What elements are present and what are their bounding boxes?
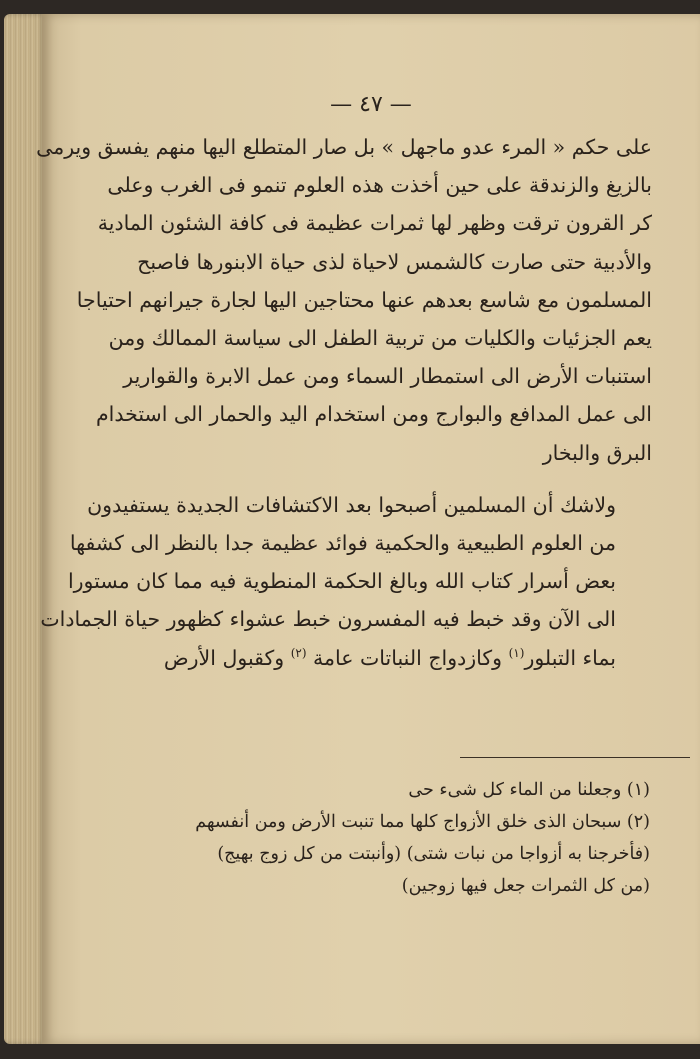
footnote-line: (٢) سبحان الذى خلق الأزواج كلها مما تنبت الأرض ومن أنفسهم xyxy=(195,812,650,832)
footnote-ref-1: (١) xyxy=(508,645,525,660)
footnote-line: (فأخرجنا به أزواجا من نبات شتى) (وأنبتت من كل زوج بهيج) xyxy=(217,844,650,864)
paragraph-2 xyxy=(40,486,652,677)
text-line: ولاشك أن المسلمين أصبحوا بعد الاكتشافات الجديدة يستفيدون xyxy=(87,492,616,517)
page-number: — ٤٧ — xyxy=(330,92,412,117)
text-fragment: بماء التبلور xyxy=(524,645,616,670)
text-line: يعم الجزئيات والكليات من تربية الطفل الى سياسة الممالك ومن xyxy=(108,326,652,351)
text-fragment: وكازدواج النباتات عامة xyxy=(306,645,509,670)
text-line: بعض أسرار كتاب الله وبالغ الحكمة المنطوية فيه مما كان مستورا xyxy=(67,569,616,594)
footnote-line: (من كل الثمرات جعل فيها زوجين) xyxy=(401,876,650,896)
footnotes xyxy=(150,774,650,902)
text-line: من العلوم الطبيعية والحكمية فوائد عظيمة جدا بالنظر الى كشفها xyxy=(69,531,616,556)
text-line: المسلمون مع شاسع بعدهم عنها محتاجين اليها لجارة جيرانهم احتياجا xyxy=(76,287,652,312)
paragraph-1 xyxy=(36,128,652,472)
text-fragment: وكقبول الأرض xyxy=(163,645,291,670)
text-line: الى الآن وقد خبط فيه المفسرون خبط عشواء كظهور حياة الجمادات xyxy=(40,607,616,632)
text-line: استنبات الأرض الى استمطار السماء ومن عمل الابرة والقوارير xyxy=(123,364,652,389)
footnote-line: (١) وجعلنا من الماء كل شىء حى xyxy=(408,780,650,800)
text-line: كر القرون ترقت وظهر لها ثمرات عظيمة فى كافة الشئون المادية xyxy=(97,211,652,236)
book-page-edges xyxy=(4,14,46,1044)
main-text xyxy=(36,128,652,677)
text-line: البرق والبخار xyxy=(542,440,652,465)
text-line: على حكم « المرء عدو ماجهل » بل صار المتطلع اليها منهم يفسق ويرمى xyxy=(36,135,652,159)
text-line xyxy=(134,639,652,677)
footnote-ref-2: (٢) xyxy=(290,645,307,660)
text-line: بالزيغ والزندقة على حين أخذت هذه العلوم تنمو فى الغرب وعلى xyxy=(107,173,652,198)
text-line: والأدبية حتى صارت كالشمس لاحياة لذى حياة الابنورها فاصبح xyxy=(137,249,652,274)
text-line: الى عمل المدافع والبوارج ومن استخدام اليد والحمار الى استخدام xyxy=(95,402,652,427)
footnote-divider xyxy=(460,757,690,758)
